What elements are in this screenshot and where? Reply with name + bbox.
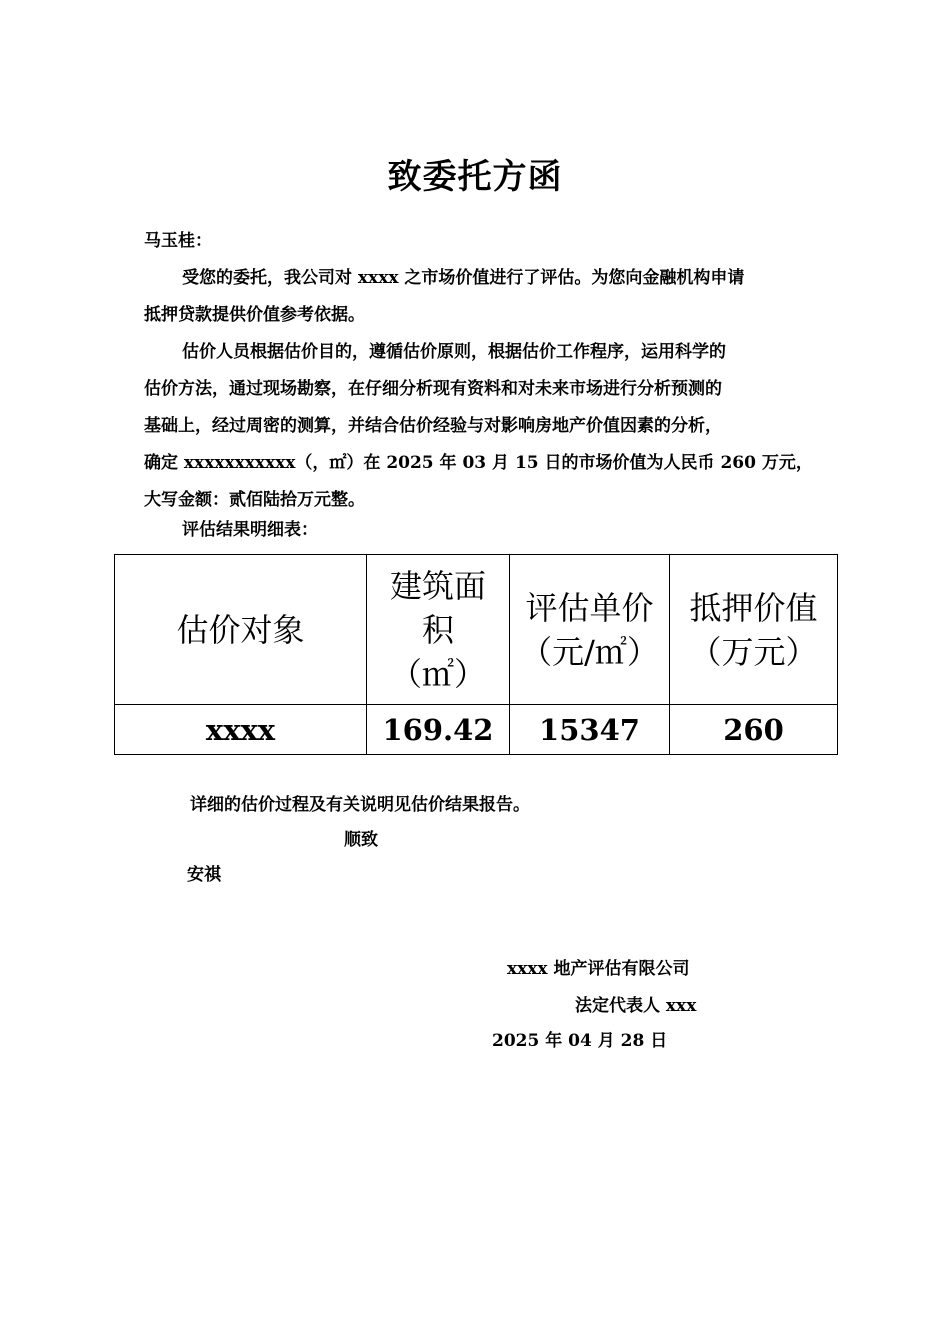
- paragraph-line: 估价人员根据估价目的，遵循估价原则，根据估价工作程序，运用科学的: [182, 342, 726, 362]
- paragraph-line: 基础上，经过周密的测算，并结合估价经验与对影响房地产价值因素的分析，: [144, 416, 722, 436]
- header-text: 建筑面: [389, 566, 486, 605]
- paragraph-valuation: [144, 334, 824, 519]
- header-mortgage-value: [670, 555, 838, 705]
- paragraph-line: 大写金额：贰佰陆拾万元整。: [144, 490, 365, 510]
- paragraph-line: 抵押贷款提供价值参考依据。: [144, 305, 365, 325]
- valuation-result-table: [114, 554, 838, 755]
- table-header-row: [115, 555, 838, 705]
- signature-company: xxxx 地产评估有限公司: [507, 959, 690, 979]
- cell-building-area: 169.42: [367, 705, 510, 755]
- document-title: 致委托方函: [387, 157, 563, 197]
- paragraph-line: 受您的委托，我公司对 xxxx 之市场价值进行了评估。为您向金融机构申请: [182, 268, 745, 288]
- header-unit-price: [510, 555, 670, 705]
- closing-salutation: 顺致: [344, 830, 378, 850]
- cell-unit-price: 15347: [510, 705, 670, 755]
- cell-valuation-object: xxxx: [115, 705, 367, 755]
- paragraph-line: 确定 xxxxxxxxxxx（，㎡）在 2025 年 03 月 15 日的市场价值为人民币 260 万元，: [144, 453, 813, 473]
- table-row: [115, 705, 838, 755]
- table-label: 评估结果明细表：: [182, 520, 318, 540]
- signature-representative: 法定代表人 xxx: [575, 996, 697, 1016]
- header-text: 积: [421, 610, 454, 649]
- header-text: 评估单价: [525, 588, 654, 627]
- closing-wish: 安祺: [187, 865, 221, 885]
- header-unit: （元/㎡）: [520, 632, 659, 671]
- header-text: 估价对象: [176, 610, 305, 649]
- letter-body: [144, 260, 824, 519]
- cell-mortgage-value: 260: [670, 705, 838, 755]
- header-unit: （㎡）: [389, 654, 486, 693]
- addressee: 马玉桂：: [144, 231, 212, 251]
- header-text: 抵押价值: [689, 588, 818, 627]
- paragraph-commission: [144, 260, 824, 334]
- report-reference-note: 详细的估价过程及有关说明见估价结果报告。: [190, 795, 530, 815]
- paragraph-line: 估价方法，通过现场勘察，在仔细分析现有资料和对未来市场进行分析预测的: [144, 379, 722, 399]
- header-valuation-object: [115, 555, 367, 705]
- header-unit: （万元）: [689, 632, 818, 671]
- signature-date: 2025 年 04 月 28 日: [492, 1031, 668, 1051]
- header-building-area: [367, 555, 510, 705]
